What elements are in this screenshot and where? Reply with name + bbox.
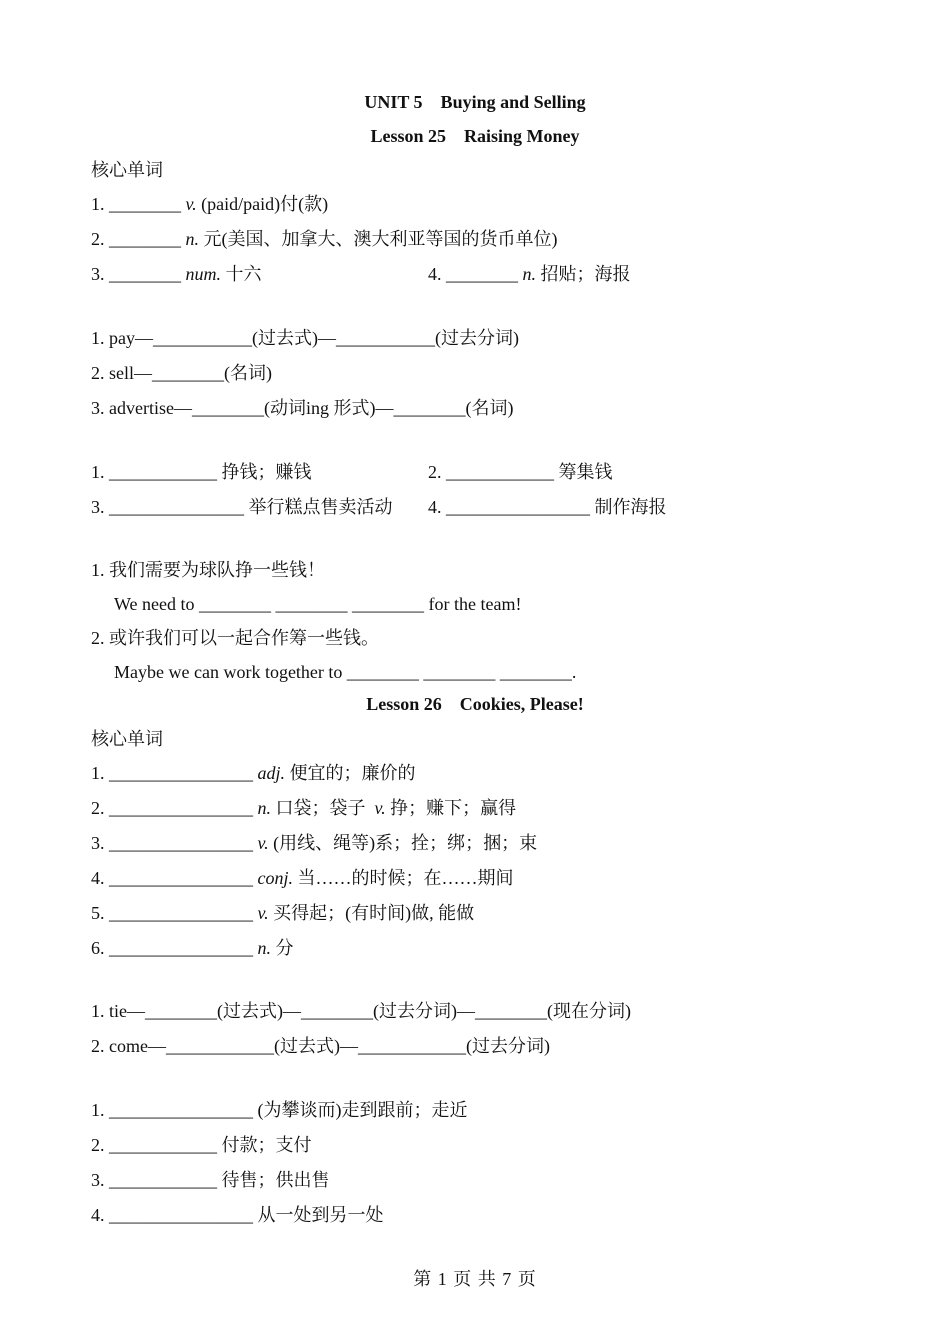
l25-phrase-1: 1. ____________ 挣钱；赚钱 <box>91 462 312 482</box>
l26-core-word-4: 4. ________________ conj. 当……的时候；在……期间 <box>91 868 514 888</box>
l25-sentence-1-cn: 1. 我们需要为球队挣一些钱！ <box>91 560 325 580</box>
l26-core-word-2: 2. ________________ n. 口袋；袋子 v. 挣；赚下；赢得 <box>91 798 517 818</box>
l25-phrase-3: 3. _______________ 举行糕点售卖活动 <box>91 497 393 517</box>
l26-form-1: 1. tie—________(过去式)—________(过去分词)—________(现在分词) <box>91 1001 631 1021</box>
l26-core-word-1: 1. ________________ adj. 便宜的；廉价的 <box>91 763 416 783</box>
l25-form-2: 2. sell—________(名词) <box>91 363 272 383</box>
l25-form-1: 1. pay—___________(过去式)—___________(过去分词) <box>91 328 519 348</box>
l25-sentence-2-en: Maybe we can work together to ________ ________ ________. <box>114 662 577 682</box>
lesson-25-core-heading: 核心单词 <box>91 160 163 180</box>
l25-core-word-1: 1. ________ v. (paid/paid)付(款) <box>91 194 329 214</box>
l25-sentence-2-cn: 2. 或许我们可以一起合作筹一些钱。 <box>91 628 379 648</box>
l26-core-word-6: 6. ________________ n. 分 <box>91 938 294 958</box>
l25-phrase-4: 4. ________________ 制作海报 <box>428 497 667 517</box>
l26-phrase-2: 2. ____________ 付款；支付 <box>91 1135 312 1155</box>
l25-phrase-2: 2. ____________ 筹集钱 <box>428 462 613 482</box>
l26-phrase-3: 3. ____________ 待售；供出售 <box>91 1170 330 1190</box>
lesson-25-title: Lesson 25 Raising Money <box>370 126 580 146</box>
l26-phrase-4: 4. ________________ 从一处到另一处 <box>91 1205 384 1225</box>
lesson-26-core-heading: 核心单词 <box>91 729 163 749</box>
page-footer: 第 1 页 共 7 页 <box>413 1269 537 1289</box>
unit-title: UNIT 5 Buying and Selling <box>364 92 586 112</box>
l26-form-2: 2. come—____________(过去式)—____________(过去分词) <box>91 1036 550 1056</box>
l25-core-word-4: 4. ________ n. 招贴；海报 <box>428 264 631 284</box>
l25-form-3: 3. advertise—________(动词ing 形式)—________(名词) <box>91 398 514 418</box>
l25-sentence-1-en: We need to ________ ________ ________ for the team! <box>114 594 522 614</box>
l26-core-word-3: 3. ________________ v. (用线、绳等)系；拴；绑；捆；束 <box>91 833 538 853</box>
l26-core-word-5: 5. ________________ v. 买得起；(有时间)做, 能做 <box>91 903 475 923</box>
l25-core-word-3: 3. ________ num. 十六 <box>91 264 262 284</box>
lesson-26-title: Lesson 26 Cookies, Please! <box>366 694 584 714</box>
l26-phrase-1: 1. ________________ (为攀谈而)走到跟前；走近 <box>91 1100 468 1120</box>
l25-core-word-2: 2. ________ n. 元(美国、加拿大、澳大利亚等国的货币单位) <box>91 229 558 249</box>
